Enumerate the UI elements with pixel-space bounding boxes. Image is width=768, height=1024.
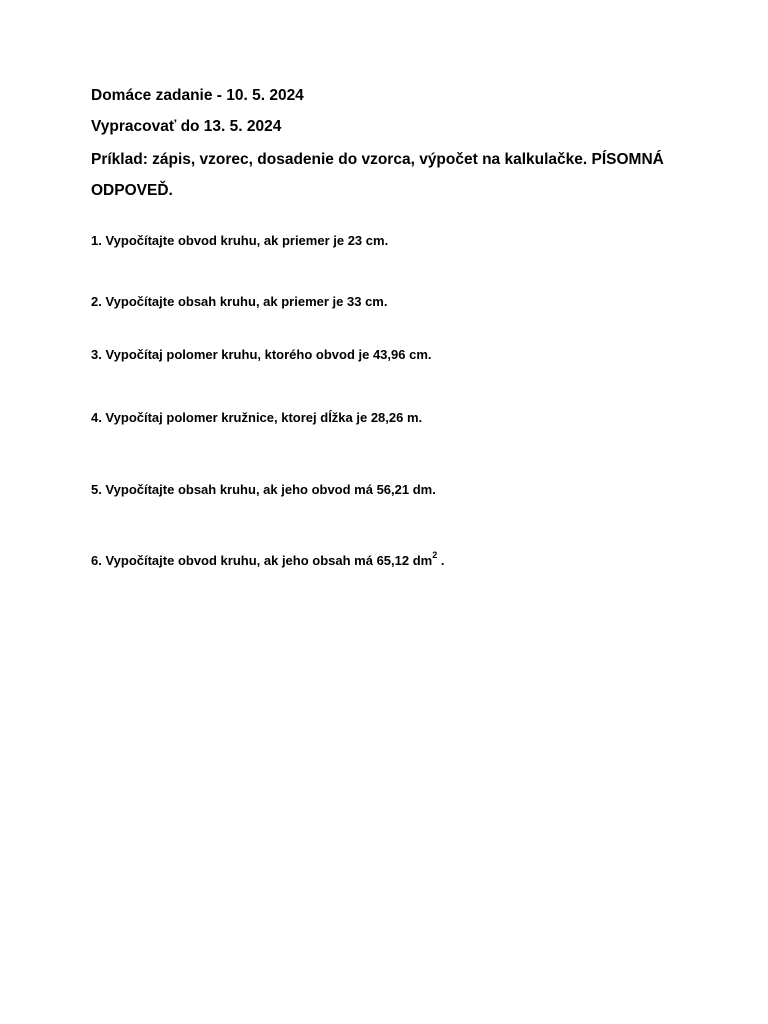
assignment-title: Domáce zadanie - 10. 5. 2024 [91, 87, 304, 104]
task-5: 5. Vypočítajte obsah kruhu, ak jeho obvod má 56,21 dm. [91, 482, 436, 497]
task-6-superscript: 2 [432, 549, 438, 560]
task-2: 2. Vypočítajte obsah kruhu, ak priemer je 33 cm. [91, 294, 388, 309]
instructions-line-2: ODPOVEĎ. [91, 182, 173, 199]
task-6-suffix: . [437, 553, 445, 568]
task-3: 3. Vypočítaj polomer kruhu, ktorého obvod je 43,96 cm. [91, 347, 432, 362]
task-4: 4. Vypočítaj polomer kružnice, ktorej dĺžka je 28,26 m. [91, 410, 423, 425]
task-1: 1. Vypočítajte obvod kruhu, ak priemer je 23 cm. [91, 233, 389, 248]
task-6-text: 6. Vypočítajte obvod kruhu, ak jeho obsah má 65,12 dm [91, 553, 433, 568]
task-6 [91, 549, 445, 570]
due-date: Vypracovať do 13. 5. 2024 [91, 118, 282, 135]
instructions-line-1: Príklad: zápis, vzorec, dosadenie do vzorca, výpočet na kalkulačke. PÍSOMNÁ [91, 151, 664, 168]
